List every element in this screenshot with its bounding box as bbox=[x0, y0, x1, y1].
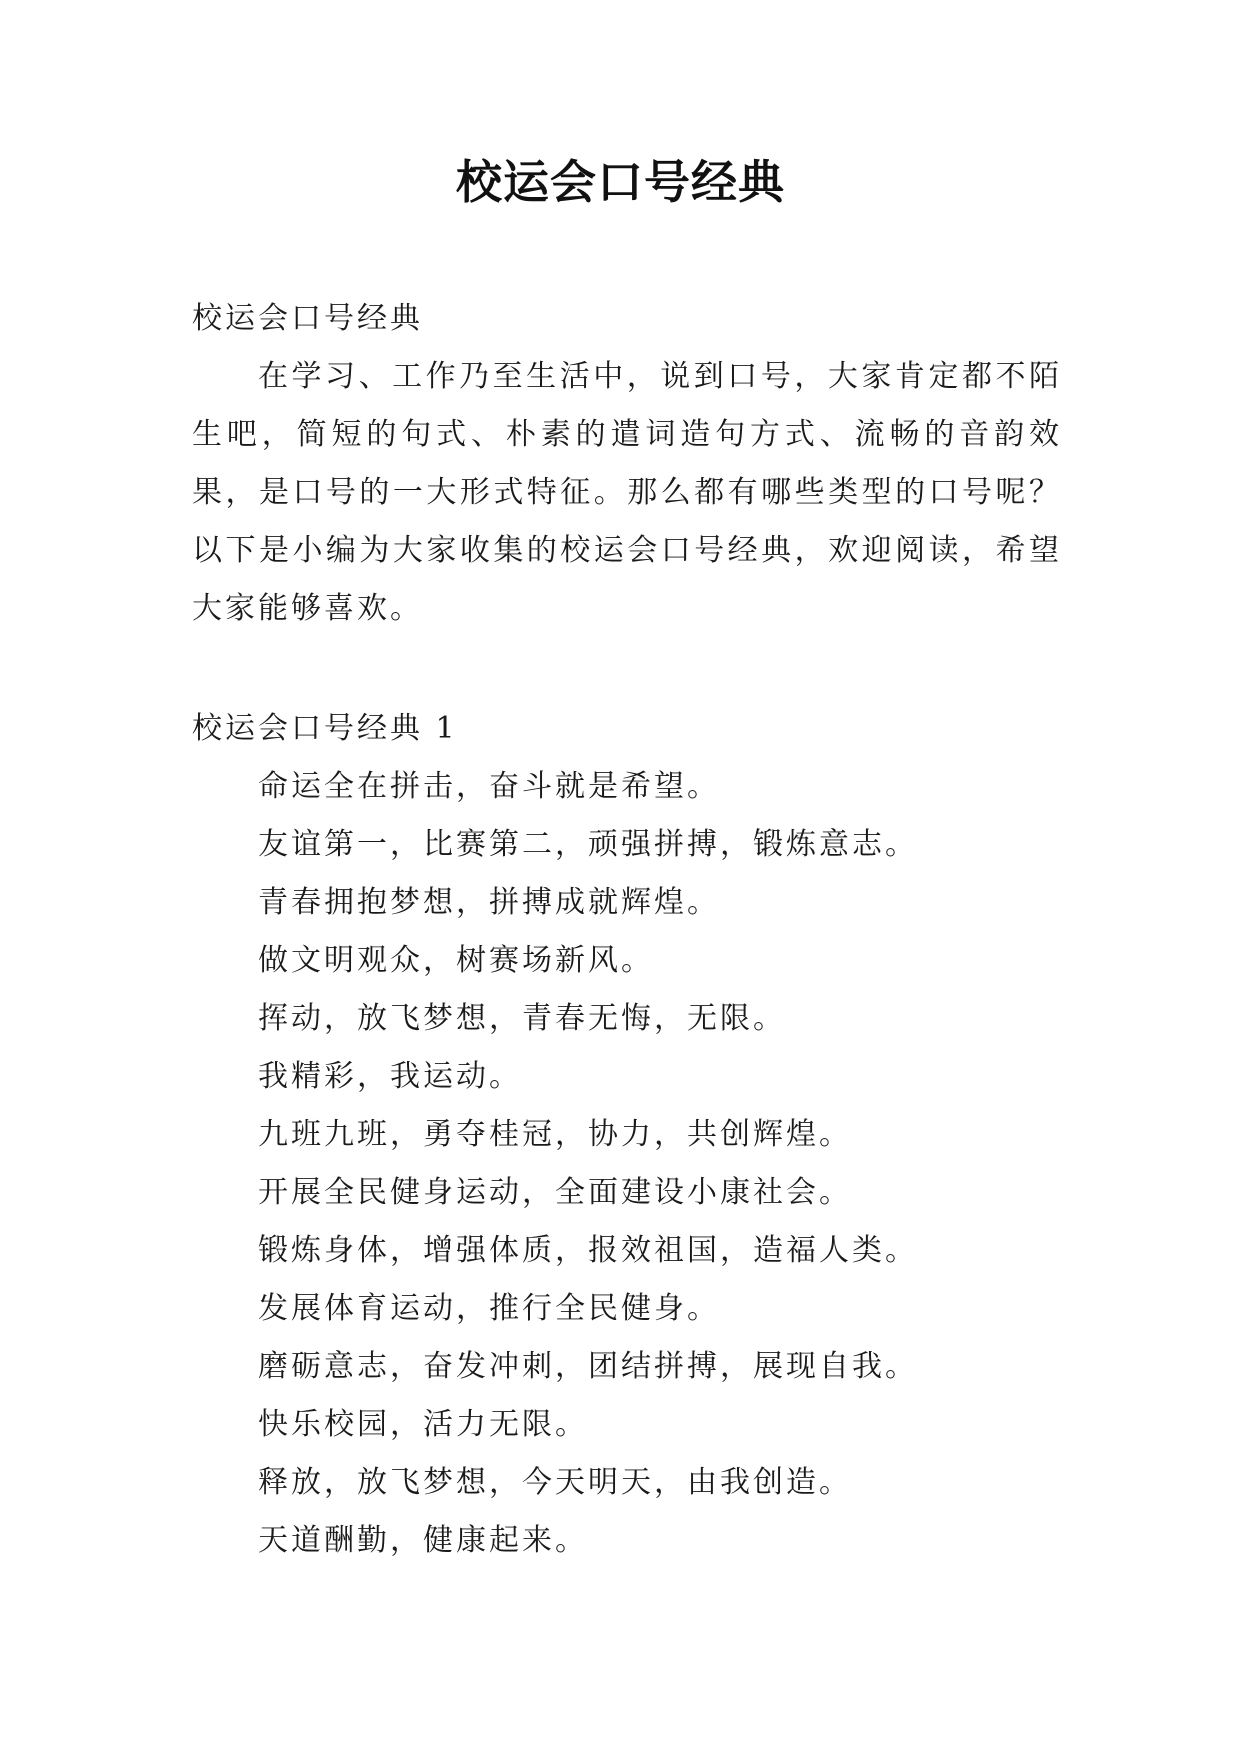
slogan-item: 命运全在拼击，奋斗就是希望。 bbox=[258, 769, 720, 804]
slogan-item: 九班九班，勇夺桂冠，协力，共创辉煌。 bbox=[258, 1117, 852, 1152]
section-heading: 校运会口号经典 1 bbox=[192, 711, 458, 746]
slogan-item: 快乐校园，活力无限。 bbox=[258, 1407, 588, 1442]
slogan-item: 青春拥抱梦想，拼搏成就辉煌。 bbox=[258, 885, 720, 920]
slogan-item: 磨砺意志，奋发冲刺，团结拼搏，展现自我。 bbox=[258, 1349, 918, 1384]
slogan-item: 锻炼身体，增强体质，报效祖国，造福人类。 bbox=[258, 1233, 918, 1268]
slogan-item: 开展全民健身运动，全面建设小康社会。 bbox=[258, 1175, 852, 1210]
slogan-item: 天道酬勤，健康起来。 bbox=[258, 1523, 588, 1558]
slogan-item: 挥动，放飞梦想，青春无悔，无限。 bbox=[258, 1001, 786, 1036]
document-body bbox=[192, 290, 1062, 1570]
section-spacer bbox=[192, 638, 1062, 700]
intro-heading: 校运会口号经典 bbox=[192, 301, 423, 336]
slogan-item: 友谊第一，比赛第二，顽强拼搏，锻炼意志。 bbox=[258, 827, 918, 862]
slogan-item: 做文明观众，树赛场新风。 bbox=[258, 943, 654, 978]
slogan-list bbox=[192, 758, 1062, 1570]
intro-paragraph: 在学习、工作乃至生活中，说到口号，大家肯定都不陌生吧，简短的句式、朴素的遣词造句方式、流畅的音韵效果，是口号的一大形式特征。那么都有哪些类型的口号呢？以下是小编为大家收集的校运会口号经典，欢迎阅读，希望大家能够喜欢。 bbox=[192, 359, 1062, 626]
slogan-item: 发展体育运动，推行全民健身。 bbox=[258, 1291, 720, 1326]
document-title: 校运会口号经典 bbox=[456, 155, 785, 209]
slogan-item: 我精彩，我运动。 bbox=[258, 1059, 522, 1094]
slogan-item: 释放，放飞梦想，今天明天，由我创造。 bbox=[258, 1465, 852, 1500]
